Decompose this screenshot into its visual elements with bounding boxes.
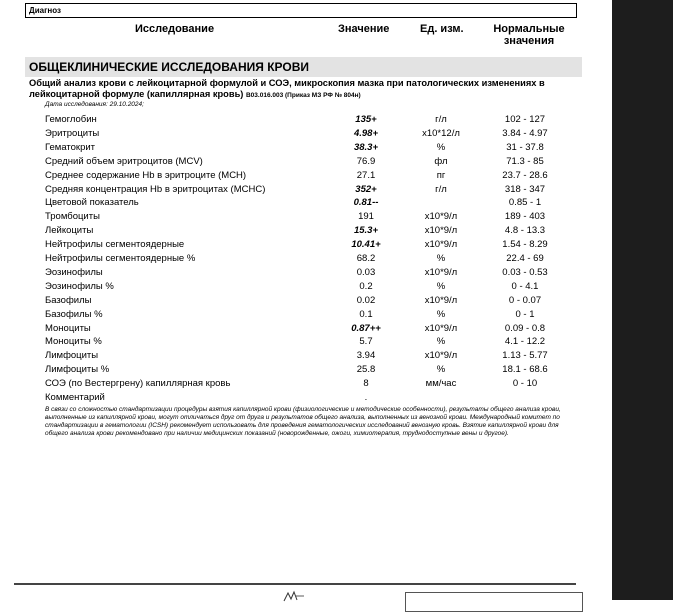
result-unit: фл bbox=[434, 155, 448, 167]
header-test: Исследование bbox=[135, 23, 215, 35]
header-value: Значение bbox=[338, 23, 390, 35]
result-name: Цветовой показатель bbox=[45, 197, 139, 209]
result-unit: г/л bbox=[435, 183, 447, 195]
result-name: СОЭ (по Вестергрену) капиллярная кровь bbox=[45, 378, 231, 390]
result-value: 10.41+ bbox=[351, 239, 381, 251]
result-value: 76.9 bbox=[356, 155, 376, 167]
result-name: Тромбоциты bbox=[45, 211, 100, 223]
test-title-text: Общий анализ крови с лейкоцитарной формулой и СОЭ, микроскопия мазка при патологических изменениях в лейкоцитарной формуле (капиллярная кровь) bbox=[29, 78, 545, 99]
result-unit: x10*9/л bbox=[424, 266, 458, 278]
result-name: Гематокрит bbox=[45, 141, 96, 153]
result-name: Нейтрофилы сегментоядерные % bbox=[45, 253, 196, 264]
viewer-background bbox=[612, 0, 673, 600]
result-unit: x10*9/л bbox=[424, 322, 458, 334]
signature-mark-icon bbox=[282, 590, 306, 602]
result-normal-range: 71.3 - 85 bbox=[506, 155, 544, 167]
result-normal-range: 1.54 - 8.29 bbox=[502, 239, 548, 251]
result-name: Среднее содержание Hb в эритроците (MCH) bbox=[45, 169, 247, 181]
result-normal-range: 0 - 10 bbox=[512, 378, 538, 390]
result-row bbox=[0, 295, 612, 309]
stamp-box bbox=[405, 592, 583, 612]
result-row bbox=[0, 350, 612, 364]
result-row bbox=[0, 184, 612, 198]
result-name: Комментарий bbox=[45, 392, 105, 403]
result-row bbox=[0, 336, 612, 350]
result-row bbox=[0, 156, 612, 170]
result-name: Эозинофилы bbox=[45, 266, 103, 278]
study-date: Дата исследования: 29.10.2024; bbox=[45, 101, 144, 108]
result-unit: г/л bbox=[435, 114, 447, 125]
result-row bbox=[0, 239, 612, 253]
result-normal-range: 102 - 127 bbox=[504, 114, 546, 125]
result-value: 0.2 bbox=[359, 280, 373, 292]
result-name: Лейкоциты bbox=[45, 225, 94, 237]
footnote: В связи со сложностью стандартизации процедуры взятия капиллярной крови (физиологические и методические особенности), результаты общего анализа крови, выполненные из капиллярной крови, могут отличаться друг от друга и результатов общего анализа, выполненных из венозной крови. Международный комитет по стандартизации в гематологии (ICSH) рекомендует использовать для проведения гематологических исследований венозную кровь. Взятие капиллярной крови для общего анализа крови рекомендовано при наличии медицинских показаний (новорожденные, ожоги, химиотерапия, труднодоступные вены и другое). bbox=[45, 406, 561, 437]
result-value: . bbox=[364, 392, 368, 403]
result-normal-range: 4.8 - 13.3 bbox=[504, 225, 546, 237]
result-normal-range: 18.1 - 68.6 bbox=[502, 364, 548, 376]
result-unit: % bbox=[436, 141, 446, 153]
result-value: 38.3+ bbox=[353, 141, 379, 153]
result-normal-range: 189 - 403 bbox=[504, 211, 546, 223]
diagnosis-label: Диагноз bbox=[29, 6, 61, 15]
result-value: 0.81-- bbox=[353, 197, 379, 209]
result-value: 3.94 bbox=[356, 350, 376, 362]
result-unit: % bbox=[436, 253, 446, 264]
result-value: 8 bbox=[363, 378, 369, 390]
result-value: 135+ bbox=[355, 114, 377, 125]
result-name: Гемоглобин bbox=[45, 114, 97, 125]
diagnosis-box bbox=[25, 3, 577, 18]
result-normal-range: 31 - 37.8 bbox=[506, 141, 544, 153]
header-unit: Ед. изм. bbox=[420, 23, 464, 35]
result-name: Лимфоциты % bbox=[45, 364, 110, 376]
test-code: B03.016.003 (Приказ МЗ РФ № 804н) bbox=[245, 92, 361, 99]
result-row bbox=[0, 170, 612, 184]
result-value: 0.87++ bbox=[351, 322, 381, 334]
result-normal-range: 0.03 - 0.53 bbox=[502, 266, 548, 278]
test-title bbox=[29, 78, 579, 101]
result-unit: % bbox=[436, 308, 446, 320]
result-unit: % bbox=[436, 364, 446, 376]
result-name: Средний объем эритроцитов (MCV) bbox=[45, 155, 203, 167]
result-unit: % bbox=[436, 280, 446, 292]
result-value: 68.2 bbox=[356, 253, 376, 264]
result-row bbox=[0, 197, 612, 211]
result-value: 15.3+ bbox=[353, 225, 379, 237]
result-name: Базофилы % bbox=[45, 308, 103, 320]
result-name: Эозинофилы % bbox=[45, 280, 114, 292]
result-row bbox=[0, 309, 612, 323]
result-row bbox=[0, 323, 612, 337]
result-normal-range: 22.4 - 69 bbox=[506, 253, 544, 264]
result-unit: x10*9/л bbox=[424, 294, 458, 306]
result-name: Моноциты % bbox=[45, 336, 102, 348]
result-unit: пг bbox=[436, 169, 446, 181]
result-unit: мм/час bbox=[425, 378, 457, 390]
result-name: Моноциты bbox=[45, 322, 91, 334]
result-row bbox=[0, 364, 612, 378]
result-row bbox=[0, 225, 612, 239]
result-name: Эритроциты bbox=[45, 127, 100, 139]
result-name: Лимфоциты bbox=[45, 350, 99, 362]
result-normal-range: 4.1 - 12.2 bbox=[504, 336, 546, 348]
result-normal-range: 1.13 - 5.77 bbox=[502, 350, 548, 362]
result-row bbox=[0, 211, 612, 225]
header-normal: Нормальные значения bbox=[493, 23, 565, 47]
section-title: ОБЩЕКЛИНИЧЕСКИЕ ИССЛЕДОВАНИЯ КРОВИ bbox=[29, 60, 309, 74]
result-value: 191 bbox=[358, 211, 374, 223]
result-row bbox=[0, 128, 612, 142]
result-normal-range: 318 - 347 bbox=[504, 183, 546, 195]
result-value: 4.98+ bbox=[353, 127, 379, 139]
result-name: Средняя концентрация Hb в эритроцитах (MCHC) bbox=[45, 183, 266, 195]
result-row bbox=[0, 142, 612, 156]
result-normal-range: 3.84 - 4.97 bbox=[502, 127, 548, 139]
footer-divider bbox=[14, 583, 576, 585]
result-unit: x10*9/л bbox=[424, 350, 458, 362]
result-normal-range: 0 - 4.1 bbox=[511, 280, 539, 292]
result-row bbox=[0, 378, 612, 392]
result-unit: x10*9/л bbox=[424, 239, 458, 251]
result-row bbox=[0, 114, 612, 128]
result-normal-range: 0 - 0.07 bbox=[508, 294, 542, 306]
result-value: 5.7 bbox=[359, 336, 373, 348]
result-value: 0.03 bbox=[356, 266, 376, 278]
result-normal-range: 0.85 - 1 bbox=[508, 197, 542, 209]
result-normal-range: 0 - 1 bbox=[515, 308, 535, 320]
result-name: Базофилы bbox=[45, 294, 92, 306]
result-row bbox=[0, 392, 612, 406]
result-row bbox=[0, 281, 612, 295]
section-band bbox=[25, 57, 582, 77]
result-value: 25.8 bbox=[356, 364, 376, 376]
result-unit: % bbox=[436, 336, 446, 348]
result-unit: x10*9/л bbox=[424, 225, 458, 237]
result-value: 0.02 bbox=[356, 294, 376, 306]
result-row bbox=[0, 253, 612, 267]
result-unit: x10*9/л bbox=[424, 211, 458, 223]
result-normal-range: 23.7 - 28.6 bbox=[502, 169, 548, 181]
result-unit: x10*12/л bbox=[422, 127, 460, 139]
result-name: Нейтрофилы сегментоядерные bbox=[45, 239, 185, 251]
result-value: 27.1 bbox=[356, 169, 376, 181]
result-normal-range: 0.09 - 0.8 bbox=[504, 322, 546, 334]
result-value: 0.1 bbox=[359, 308, 373, 320]
result-value: 352+ bbox=[355, 183, 377, 195]
result-row bbox=[0, 267, 612, 281]
